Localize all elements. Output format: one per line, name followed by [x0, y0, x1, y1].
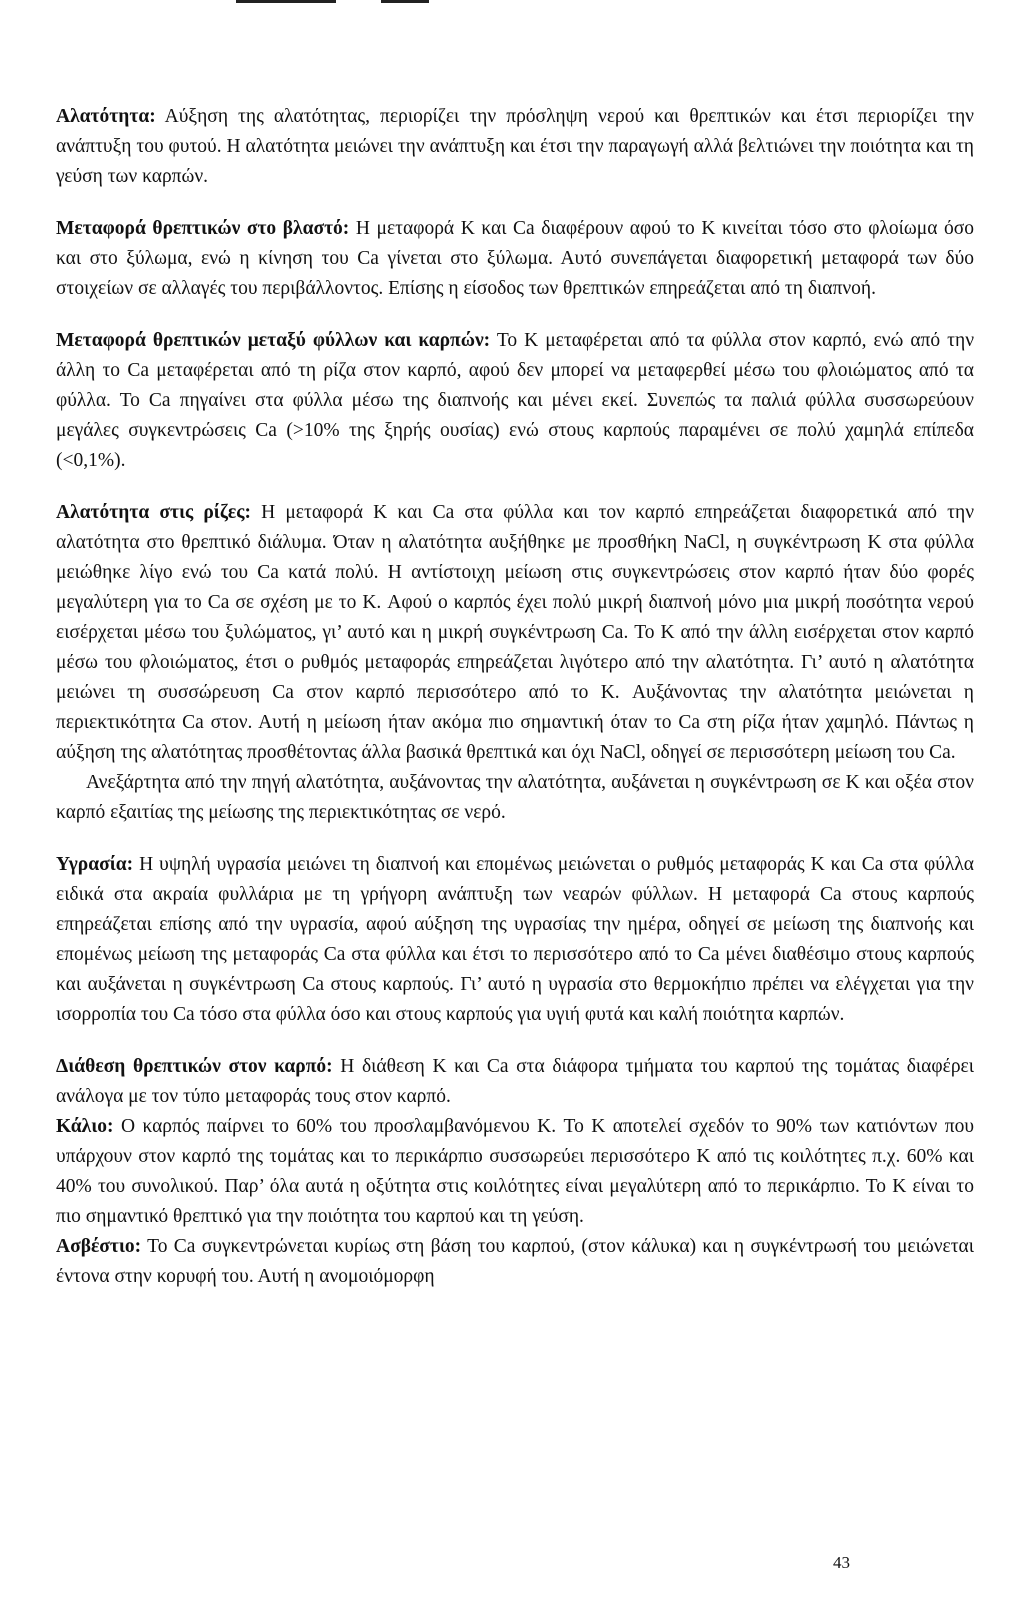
text-salinity-roots: Η μεταφορά K και Ca στα φύλλα και τον καρπό επηρεάζεται διαφορετικά από την αλατότητα στο θρεπτικό διάλυμα. Όταν η αλατότητα αυξήθηκε με προσθήκη NaCl, η συγκέντρωση K στα φύλλα μειώθηκε λίγο ενώ του Ca κατά πολύ. Η αντίστοιχη μείωση στις συγκεντρώσεις στον καρπό ήταν δύο φορές μεγαλύτερη για το Ca σε σχέση με το K. Αφού ο καρπός έχει πολύ μικρή διαπνοή μόνο μια μικρή ποσότητα νερού εισέρχεται μέσω του ξυλώματος, γι’ αυτό και η μικρή συγκέντρωση Ca. Το K από την άλλη εισέρχεται στον καρπό μέσω του φλοιώματος, έτσι ο ρυθμός μεταφοράς επηρεάζεται λιγότερο από την αλατότητα. Γι’ αυτό η αλατότητα μειώνει τη συσσώρευση Ca στον καρπό περισσότερο από το K. Αυξάνοντας την αλατότητα μειώνεται η περιεκτικότητα Ca στον. Αυτή η μείωση ήταν ακόμα πιο σημαντική όταν το Ca στη ρίζα ήταν χαμηλό. Πάντως η αύξηση της αλατότητας προσθέτοντας άλλα βασικά θρεπτικά και όχι NaCl, οδηγεί σε περισσότερη μείωση του Ca.	[56, 502, 975, 763]
heading-humidity: Υγρασία:	[56, 854, 134, 875]
heading-nutrient-distribution: Διάθεση θρεπτικών στον καρπό:	[56, 1056, 333, 1077]
paragraph-nutrient-distribution	[56, 1052, 974, 1112]
top-rule-left	[236, 0, 336, 3]
text-salinity: Αύξηση της αλατότητας, περιορίζει την πρόσληψη νερού και θρεπτικών και έτσι περιορίζει την ανάπτυξη του φυτού. Η αλατότητα μειώνει την ανάπτυξη και έτσι την παραγωγή αλλά βελτιώνει την ποιότητα και τη γεύση των καρπών.	[56, 106, 974, 187]
paragraph-salinity-source	[56, 768, 974, 828]
heading-potassium: Κάλιο:	[56, 1116, 114, 1137]
paragraph-potassium	[56, 1112, 974, 1232]
heading-salinity: Αλατότητα:	[56, 106, 156, 127]
page-body	[56, 102, 974, 1292]
heading-salinity-roots: Αλατότητα στις ρίζες:	[56, 502, 251, 523]
top-rule-right	[381, 0, 429, 3]
paragraph-salinity	[56, 102, 974, 192]
heading-transport-leaves-fruits: Μεταφορά θρεπτικών μεταξύ φύλλων και καρπών:	[56, 330, 491, 351]
text-transport-leaves-fruits: Το K μεταφέρεται από τα φύλλα στον καρπό, ενώ από την άλλη το Ca μεταφέρεται από τη ρίζα στον καρπό, αφού δεν μπορεί να μεταφερθεί μέσω του φλοιώματος από τα φύλλα. Το Ca πηγαίνει στα φύλλα μέσω της διαπνοής και μένει εκεί. Συνεπώς τα παλιά φύλλα συσσωρεύουν μεγάλες συγκεντρώσεις Ca (>10% της ξηρής ουσίας) ενώ στους καρπούς παραμένει σε πολύ χαμηλά επίπεδα (<0,1%).	[56, 330, 975, 471]
text-calcium: Το Ca συγκεντρώνεται κυρίως στη βάση του καρπού, (στον κάλυκα) και η συγκέντρωσή του μειώνεται έντονα στην κορυφή του. Αυτή η ανομοιόμορφη	[56, 1236, 974, 1287]
text-salinity-source: Ανεξάρτητα από την πηγή αλατότητα, αυξάνοντας την αλατότητα, αυξάνεται η συγκέντρωση σε K και οξέα στον καρπό εξαιτίας της μείωσης της περιεκτικότητας σε νερό.	[56, 772, 974, 823]
paragraph-salinity-roots	[56, 498, 974, 768]
paragraph-transport-leaves-fruits	[56, 326, 974, 476]
heading-transport-stem: Μεταφορά θρεπτικών στο βλαστό:	[56, 218, 350, 239]
heading-calcium: Ασβέστιο:	[56, 1236, 142, 1257]
text-potassium: Ο καρπός παίρνει το 60% του προσλαμβανόμενου K. Το K αποτελεί σχεδόν το 90% των κατιόντων που υπάρχουν στον καρπό της τομάτας και το περικάρπιο συσσωρεύει περισσότερο K από τις κοιλότητες π.χ. 60% και 40% του συνολικού. Παρ’ όλα αυτά η οξύτητα στις κοιλότητες είναι μεγαλύτερη από το περικάρπιο. Το K είναι το πιο σημαντικό θρεπτικό για την ποιότητα του καρπού και τη γεύση.	[56, 1116, 974, 1227]
text-nutrient-distribution: Η διάθεση K και Ca στα διάφορα τμήματα του καρπού της τομάτας διαφέρει ανάλογα με τον τύπο μεταφοράς τους στον καρπό.	[56, 1056, 974, 1107]
paragraph-calcium	[56, 1232, 974, 1292]
page-number: 43	[833, 1553, 850, 1572]
paragraph-transport-stem	[56, 214, 974, 304]
text-humidity: Η υψηλή υγρασία μειώνει τη διαπνοή και επομένως μειώνεται ο ρυθμός μεταφοράς K και Ca στα φύλλα ειδικά στα ακραία φυλλάρια με τη γρήγορη ανάπτυξη των νεαρών φύλλων. Η μεταφορά Ca στους καρπούς επηρεάζεται επίσης από την υγρασία, αφού αύξηση της υγρασίας την ημέρα, οδηγεί σε μείωση της διαπνοής και επομένως μείωση της μεταφοράς Ca στα φύλλα και έτσι το περισσότερο από το Ca μένει διαθέσιμο στους καρπούς και αυξάνεται η συγκέντρωση Ca στους καρπούς. Γι’ αυτό η υγρασία στο θερμοκήπιο πρέπει να ελέγχεται για την ισορροπία του Ca τόσο στα φύλλα όσο και στους καρπούς για υγιή φυτά και καλή ποιότητα καρπών.	[56, 854, 974, 1025]
paragraph-humidity	[56, 850, 974, 1030]
text-transport-stem: Η μεταφορά K και Ca διαφέρουν αφού το K κινείται τόσο στο φλοίωμα όσο και στο ξύλωμα, ενώ η κίνηση του Ca γίνεται στο ξύλωμα. Αυτό συνεπάγεται διαφορετική μεταφορά των δύο στοιχείων σε αλλαγές του περιβάλλοντος. Επίσης η είσοδος των θρεπτικών επηρεάζεται από τη διαπνοή.	[56, 218, 974, 299]
